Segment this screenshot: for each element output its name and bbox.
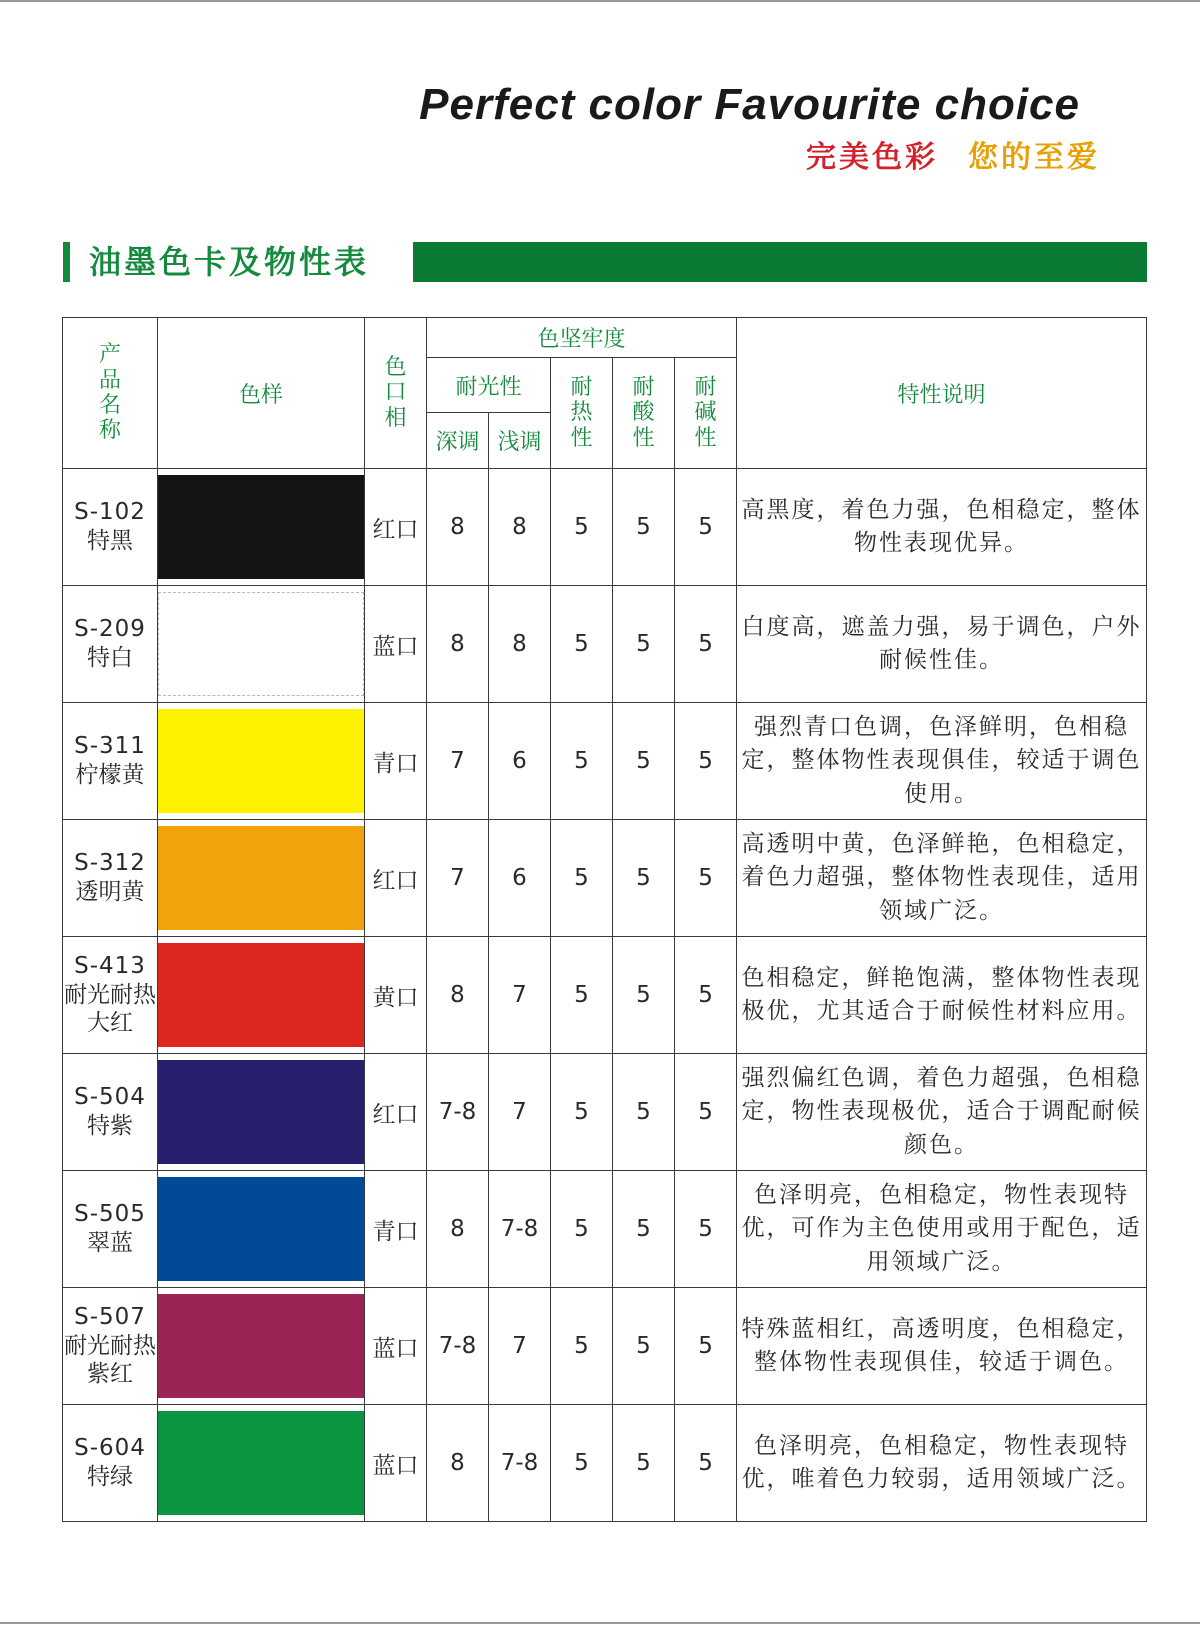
header-alkali: 耐碱性 bbox=[675, 358, 737, 469]
hue-cell: 蓝口 bbox=[365, 1405, 427, 1522]
product-name-cell bbox=[63, 1054, 158, 1171]
slogan-chinese bbox=[806, 132, 1100, 176]
heat-cell: 5 bbox=[551, 937, 613, 1054]
table-row bbox=[63, 469, 1147, 586]
product-name: 翠蓝 bbox=[87, 1230, 133, 1256]
description-cell: 强烈偏红色调，着色力超强，色相稳定，物性表现极优，适合于调配耐候颜色。 bbox=[737, 1054, 1147, 1171]
alkali-cell: 5 bbox=[675, 937, 737, 1054]
header-description: 特性说明 bbox=[737, 318, 1147, 469]
alkali-cell: 5 bbox=[675, 469, 737, 586]
table-row bbox=[63, 1054, 1147, 1171]
table-row bbox=[63, 1171, 1147, 1288]
header-hue: 色口相 bbox=[365, 318, 427, 469]
product-code: S-504 bbox=[74, 1084, 146, 1111]
section-band bbox=[413, 242, 1147, 282]
color-swatch bbox=[158, 1294, 364, 1398]
acid-cell: 5 bbox=[613, 1288, 675, 1405]
acid-cell: 5 bbox=[613, 937, 675, 1054]
header-lightfast: 耐光性 bbox=[427, 358, 551, 413]
product-name: 特黑 bbox=[87, 528, 133, 554]
product-code: S-209 bbox=[74, 616, 146, 643]
acid-cell: 5 bbox=[613, 703, 675, 820]
hue-cell: 蓝口 bbox=[365, 1288, 427, 1405]
product-name: 特紫 bbox=[87, 1113, 133, 1139]
header-swatch: 色样 bbox=[158, 318, 365, 469]
description-cell: 色泽明亮，色相稳定，物性表现特优，唯着色力较弱，适用领域广泛。 bbox=[737, 1405, 1147, 1522]
bottom-rule bbox=[0, 1622, 1200, 1624]
alkali-cell: 5 bbox=[675, 703, 737, 820]
product-name: 耐光耐热大红 bbox=[64, 981, 156, 1037]
product-name-cell bbox=[63, 703, 158, 820]
swatch-cell bbox=[158, 1288, 365, 1405]
swatch-cell bbox=[158, 1054, 365, 1171]
product-code: S-413 bbox=[74, 952, 146, 979]
description-cell: 色泽明亮，色相稳定，物性表现特优，可作为主色使用或用于配色，适用领域广泛。 bbox=[737, 1171, 1147, 1288]
lightfast-deep-cell: 7 bbox=[427, 820, 489, 937]
description-cell: 特殊蓝相红，高透明度，色相稳定，整体物性表现俱佳，较适于调色。 bbox=[737, 1288, 1147, 1405]
swatch-cell bbox=[158, 586, 365, 703]
heat-cell: 5 bbox=[551, 703, 613, 820]
lightfast-light-cell: 6 bbox=[489, 820, 551, 937]
header-light: 浅调 bbox=[489, 413, 551, 469]
alkali-cell: 5 bbox=[675, 1054, 737, 1171]
product-name: 特白 bbox=[87, 645, 133, 671]
product-name-cell bbox=[63, 586, 158, 703]
description-cell: 强烈青口色调，色泽鲜明，色相稳定，整体物性表现俱佳，较适于调色使用。 bbox=[737, 703, 1147, 820]
product-name-cell bbox=[63, 469, 158, 586]
lightfast-light-cell: 8 bbox=[489, 586, 551, 703]
product-name: 耐光耐热紫红 bbox=[64, 1332, 156, 1388]
lightfast-light-cell: 7-8 bbox=[489, 1405, 551, 1522]
hue-cell: 蓝口 bbox=[365, 586, 427, 703]
product-name-cell bbox=[63, 820, 158, 937]
product-code: S-312 bbox=[74, 850, 146, 877]
ink-spec-table bbox=[62, 317, 1147, 1522]
lightfast-deep-cell: 8 bbox=[427, 586, 489, 703]
product-name-cell bbox=[63, 1405, 158, 1522]
heat-cell: 5 bbox=[551, 469, 613, 586]
product-code: S-507 bbox=[74, 1303, 146, 1330]
slogan-chinese-a: 完美色彩 bbox=[806, 140, 938, 175]
lightfast-deep-cell: 8 bbox=[427, 937, 489, 1054]
color-swatch bbox=[158, 943, 364, 1047]
header-deep: 深调 bbox=[427, 413, 489, 469]
lightfast-light-cell: 8 bbox=[489, 469, 551, 586]
lightfast-deep-cell: 8 bbox=[427, 469, 489, 586]
swatch-cell bbox=[158, 820, 365, 937]
product-code: S-505 bbox=[74, 1201, 146, 1228]
lightfast-deep-cell: 7-8 bbox=[427, 1054, 489, 1171]
alkali-cell: 5 bbox=[675, 1288, 737, 1405]
description-cell: 高透明中黄，色泽鲜艳，色相稳定，着色力超强，整体物性表现佳，适用领域广泛。 bbox=[737, 820, 1147, 937]
heat-cell: 5 bbox=[551, 820, 613, 937]
acid-cell: 5 bbox=[613, 1405, 675, 1522]
acid-cell: 5 bbox=[613, 1054, 675, 1171]
slogan-english: Perfect color Favourite choice bbox=[419, 80, 1080, 129]
color-swatch bbox=[158, 709, 364, 813]
alkali-cell: 5 bbox=[675, 1171, 737, 1288]
product-name: 透明黄 bbox=[75, 879, 145, 905]
acid-cell: 5 bbox=[613, 1171, 675, 1288]
hue-cell: 红口 bbox=[365, 820, 427, 937]
color-swatch bbox=[158, 475, 364, 579]
color-swatch bbox=[158, 1177, 364, 1281]
section-accent bbox=[63, 242, 70, 282]
product-name-cell bbox=[63, 937, 158, 1054]
acid-cell: 5 bbox=[613, 820, 675, 937]
alkali-cell: 5 bbox=[675, 820, 737, 937]
lightfast-deep-cell: 8 bbox=[427, 1171, 489, 1288]
swatch-cell bbox=[158, 703, 365, 820]
heat-cell: 5 bbox=[551, 1171, 613, 1288]
color-swatch bbox=[158, 1411, 364, 1515]
product-name: 特绿 bbox=[87, 1464, 133, 1490]
swatch-cell bbox=[158, 469, 365, 586]
product-code: S-604 bbox=[74, 1435, 146, 1462]
lightfast-light-cell: 7 bbox=[489, 937, 551, 1054]
top-rule bbox=[0, 0, 1200, 2]
color-swatch bbox=[158, 1060, 364, 1164]
heat-cell: 5 bbox=[551, 1405, 613, 1522]
swatch-cell bbox=[158, 937, 365, 1054]
heat-cell: 5 bbox=[551, 1288, 613, 1405]
lightfast-light-cell: 7 bbox=[489, 1288, 551, 1405]
header-heat: 耐热性 bbox=[551, 358, 613, 469]
hue-cell: 青口 bbox=[365, 1171, 427, 1288]
color-swatch bbox=[158, 826, 364, 930]
hue-cell: 红口 bbox=[365, 1054, 427, 1171]
swatch-cell bbox=[158, 1171, 365, 1288]
product-name: 柠檬黄 bbox=[75, 762, 145, 788]
alkali-cell: 5 bbox=[675, 1405, 737, 1522]
table-row bbox=[63, 1405, 1147, 1522]
table-row bbox=[63, 703, 1147, 820]
table-row bbox=[63, 820, 1147, 937]
lightfast-deep-cell: 7 bbox=[427, 703, 489, 820]
hue-cell: 青口 bbox=[365, 703, 427, 820]
swatch-cell bbox=[158, 1405, 365, 1522]
header-product-name: 产品名称 bbox=[63, 318, 158, 469]
product-code: S-102 bbox=[74, 499, 146, 526]
alkali-cell: 5 bbox=[675, 586, 737, 703]
description-cell: 白度高，遮盖力强，易于调色，户外耐候性佳。 bbox=[737, 586, 1147, 703]
acid-cell: 5 bbox=[613, 586, 675, 703]
product-code: S-311 bbox=[74, 733, 146, 760]
heat-cell: 5 bbox=[551, 1054, 613, 1171]
header-fastness: 色坚牢度 bbox=[427, 318, 737, 358]
lightfast-deep-cell: 8 bbox=[427, 1405, 489, 1522]
section-title: 油墨色卡及物性表 bbox=[89, 243, 370, 281]
slogan-chinese-b: 您的至爱 bbox=[968, 140, 1100, 175]
hue-cell: 红口 bbox=[365, 469, 427, 586]
lightfast-deep-cell: 7-8 bbox=[427, 1288, 489, 1405]
product-name-cell bbox=[63, 1288, 158, 1405]
hue-cell: 黄口 bbox=[365, 937, 427, 1054]
description-cell: 色相稳定，鲜艳饱满，整体物性表现极优，尤其适合于耐候性材料应用。 bbox=[737, 937, 1147, 1054]
header-acid: 耐酸性 bbox=[613, 358, 675, 469]
table-row bbox=[63, 937, 1147, 1054]
table-row bbox=[63, 586, 1147, 703]
heat-cell: 5 bbox=[551, 586, 613, 703]
product-name-cell bbox=[63, 1171, 158, 1288]
section-header bbox=[63, 242, 1147, 282]
lightfast-light-cell: 7-8 bbox=[489, 1171, 551, 1288]
table-row bbox=[63, 1288, 1147, 1405]
acid-cell: 5 bbox=[613, 469, 675, 586]
lightfast-light-cell: 7 bbox=[489, 1054, 551, 1171]
description-cell: 高黑度，着色力强，色相稳定，整体物性表现优异。 bbox=[737, 469, 1147, 586]
lightfast-light-cell: 6 bbox=[489, 703, 551, 820]
color-swatch bbox=[158, 592, 364, 696]
